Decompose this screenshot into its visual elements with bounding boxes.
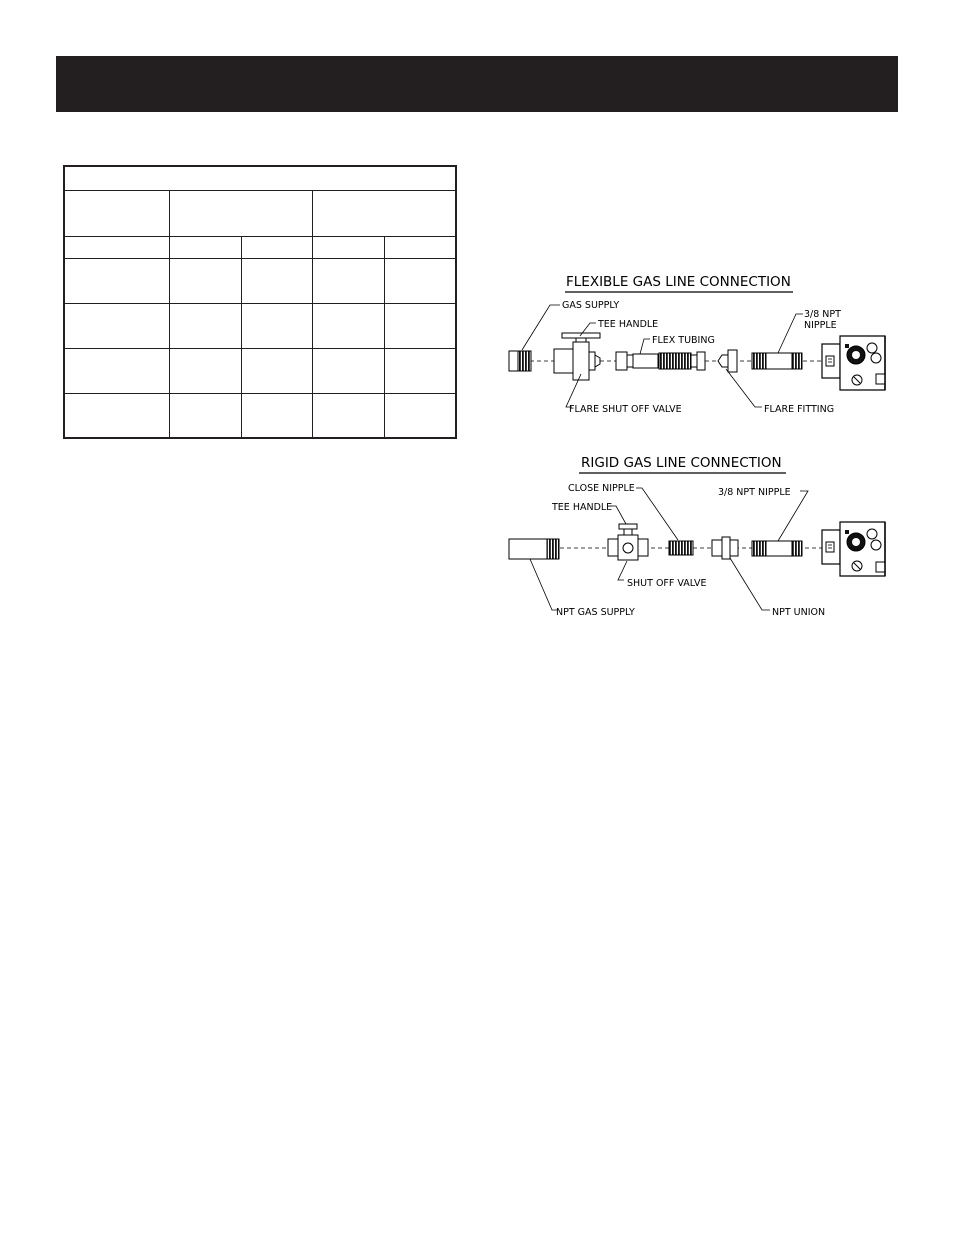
table-cell	[170, 348, 242, 393]
table-header-cell	[170, 190, 313, 236]
rigid-title: RIGID GAS LINE CONNECTION	[581, 455, 782, 471]
table-cell	[241, 393, 313, 438]
table-cell	[241, 303, 313, 348]
table-subheader-cell	[64, 236, 170, 258]
table-cell	[384, 393, 456, 438]
table-header-cell	[313, 190, 456, 236]
table-cell	[241, 348, 313, 393]
table-cell	[384, 303, 456, 348]
label-npt-union: NPT UNION	[772, 607, 826, 618]
table-header-cell	[64, 190, 170, 236]
table-subheader-cell	[241, 236, 313, 258]
rigid-tee-handle-bar	[619, 524, 637, 529]
table-cell	[170, 258, 242, 303]
table-cell	[384, 258, 456, 303]
label-close-nipple: CLOSE NIPPLE	[568, 483, 635, 494]
flexible-title: FLEXIBLE GAS LINE CONNECTION	[566, 274, 791, 290]
label-flare-shutoff-valve: FLARE SHUT OFF VALVE	[569, 404, 682, 415]
label-npt-nipple-line2: NIPPLE	[804, 320, 837, 331]
gas-pipe-table	[63, 165, 457, 439]
table-cell	[170, 303, 242, 348]
gas-line-connection-diagram	[490, 260, 910, 640]
npt-gas-supply-pipe	[509, 539, 559, 559]
flare-fitting	[718, 350, 737, 372]
flexible-connection-group	[509, 274, 885, 415]
table-cell	[64, 258, 170, 303]
table-cell	[313, 393, 385, 438]
label-tee-handle: TEE HANDLE	[598, 319, 659, 330]
table-cell	[64, 393, 170, 438]
table-row	[64, 393, 456, 438]
rigid-connection-group	[509, 455, 885, 618]
table-cell	[170, 393, 242, 438]
npt-nipple	[752, 353, 802, 369]
label-gas-supply: GAS SUPPLY	[562, 300, 620, 311]
tee-handle-bar	[562, 333, 600, 338]
table-cell	[64, 348, 170, 393]
label-npt-nipple-line1: 3/8 NPT	[804, 309, 841, 320]
label-rigid-npt-nipple: 3/8 NPT NIPPLE	[718, 487, 791, 498]
npt-union	[712, 537, 738, 559]
close-nipple	[669, 541, 693, 555]
label-rigid-tee-handle: TEE HANDLE	[552, 502, 613, 513]
label-npt-gas-supply: NPT GAS SUPPLY	[556, 607, 635, 618]
table-row	[64, 348, 456, 393]
table-subheader-cell	[313, 236, 385, 258]
table-row	[64, 258, 456, 303]
rigid-tee-handle-stem	[624, 529, 632, 535]
table-cell	[313, 303, 385, 348]
rigid-npt-nipple	[752, 541, 802, 556]
rigid-gas-control-valve	[822, 522, 885, 576]
table-title-cell	[64, 166, 456, 190]
table-cell	[313, 258, 385, 303]
flare-shutoff-valve	[554, 333, 600, 380]
table-cell	[64, 303, 170, 348]
table-cell	[241, 258, 313, 303]
flex-tubing	[616, 352, 705, 370]
label-shutoff-valve: SHUT OFF VALVE	[627, 578, 707, 589]
gas-control-valve	[822, 336, 885, 390]
table-subheader-cell	[384, 236, 456, 258]
gas-supply-pipe	[509, 351, 531, 371]
table-row	[64, 303, 456, 348]
label-flex-tubing: FLEX TUBING	[652, 335, 715, 346]
table-subheader-cell	[170, 236, 242, 258]
table-cell	[313, 348, 385, 393]
section-header-bar	[56, 56, 898, 112]
shutoff-valve	[608, 524, 648, 560]
label-flare-fitting: FLARE FITTING	[764, 404, 835, 415]
table-cell	[384, 348, 456, 393]
